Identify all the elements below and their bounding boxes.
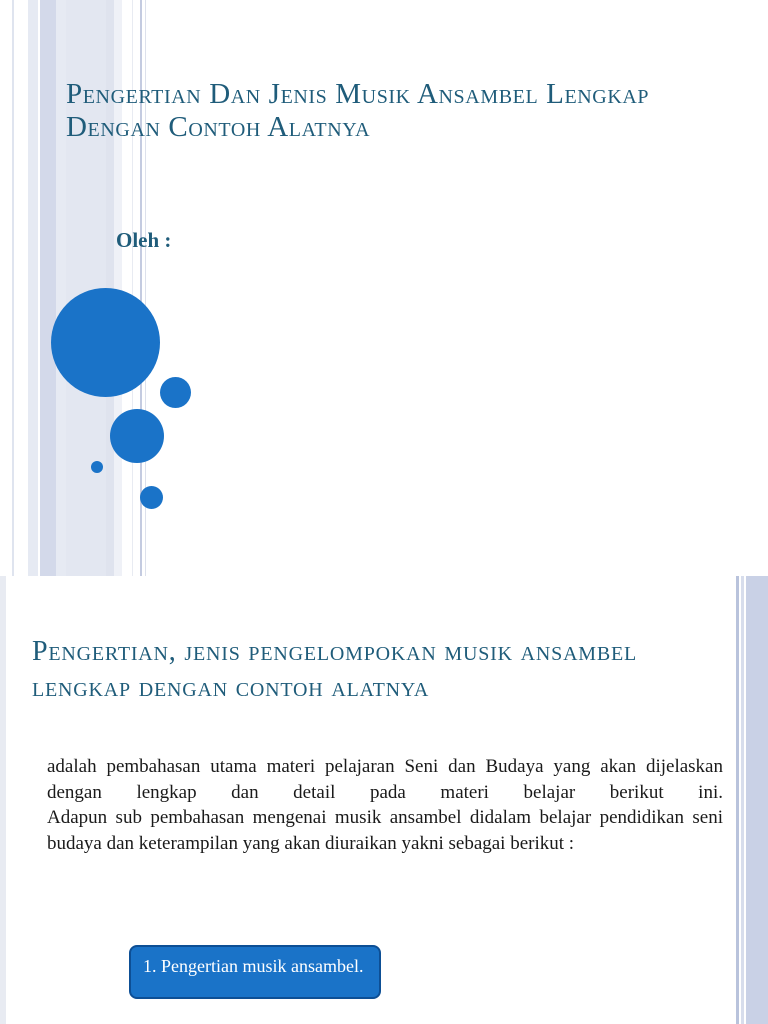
- paragraph-1: adalah pembahasan utama materi pelajaran Seni dan Budaya yang akan dijelaskan dengan lengkap dan detail pada materi belajar berikut ini.: [47, 756, 723, 803]
- slide-title: Pengertian Dan Jenis Musik Ansambel Lengkap Dengan Contoh Alatnya: [66, 78, 650, 143]
- medium-circle: [110, 409, 164, 463]
- small-circle: [160, 377, 191, 408]
- author-label: Oleh :: [116, 228, 172, 252]
- content-title: Pengertian, jenis pengelompokan musik ansambel lengkap dengan contoh alatnya: [32, 636, 638, 703]
- tiny-circle: [91, 461, 103, 473]
- large-circle: [51, 288, 160, 397]
- small-circle-2: [140, 486, 163, 509]
- paragraph-2: Adapun sub pembahasan mengenai musik ansambel didalam belajar pendidikan seni budaya dan keterampilan yang akan diuraikan yakni sebagai berikut :: [47, 807, 723, 854]
- body-text: [47, 754, 723, 856]
- list-item-callout: [129, 945, 381, 999]
- list-item-1: 1. Pengertian musik ansambel.: [143, 956, 364, 976]
